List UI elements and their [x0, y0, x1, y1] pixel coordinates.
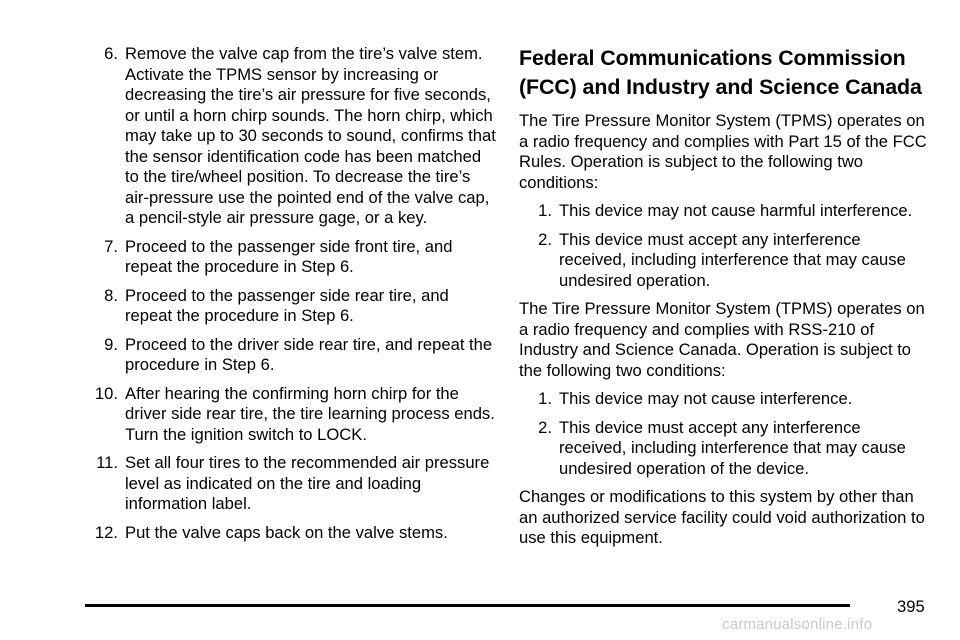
step-text: Remove the valve cap from the tire’s valve stem. Activate the TPMS sensor by increasing or decreasing the tire’s air pressure for five seconds, or until a horn chirp sounds. The horn chirp, which may take up to 30 seconds to sound, confirms that the sensor identification code has been matched to the tire/wheel position. To decrease the tire’s air-pressure use the pointed end of the valve cap, a pencil-style air pressure gage, or a key. — [125, 44, 496, 227]
step-number: 9. — [104, 334, 118, 354]
step-12 — [76, 523, 496, 544]
step-number: 10. — [94, 383, 118, 403]
step-number: 6. — [104, 44, 118, 63]
condition-number: 2. — [538, 417, 552, 437]
footer-rule — [85, 604, 850, 607]
step-number: 12. — [94, 522, 118, 542]
paragraph-canada: The Tire Pressure Monitor System (TPMS) operates on a radio frequency and complies with RSS-210 of Industry and Science Canada. Operation is subject to the following two conditions: — [519, 299, 925, 380]
section-heading: Federal Communications Commission (FCC) and Industry and Science Canada — [519, 46, 922, 99]
page-number: 395 — [897, 597, 925, 616]
step-text: Put the valve caps back on the valve stems. — [125, 522, 448, 542]
step-10 — [76, 384, 496, 446]
condition-text: This device must accept any interference received, including interference that may cause undesired operation. — [559, 229, 906, 290]
step-text: Proceed to the driver side rear tire, and repeat the procedure in Step 6. — [125, 334, 493, 374]
step-9 — [76, 335, 496, 376]
step-number: 11. — [96, 453, 118, 472]
paragraph-fcc: The Tire Pressure Monitor System (TPMS) operates on a radio frequency and complies with Part 15 of the FCC Rules. Operation is subject to the following two conditions: — [519, 111, 927, 192]
canada-condition-2 — [519, 418, 929, 480]
condition-text: This device must accept any interference received, including interference that may cause undesired operation of the device. — [559, 417, 906, 478]
step-number: 8. — [104, 285, 118, 305]
paragraph-modifications: Changes or modifications to this system by other than an authorized service facility could void authorization to use this equipment. — [519, 487, 925, 547]
condition-number: 1. — [538, 201, 552, 220]
step-number: 7. — [104, 236, 118, 256]
canada-condition-1 — [519, 389, 929, 410]
step-text: Set all four tires to the recommended air pressure level as indicated on the tire and loading information label. — [125, 453, 490, 513]
step-text: Proceed to the passenger side rear tire, and repeat the procedure in Step 6. — [125, 285, 449, 325]
fcc-condition-2 — [519, 230, 929, 292]
watermark: carmanualsonline.info — [722, 616, 873, 633]
step-text: After hearing the confirming horn chirp for the driver side rear tire, the tire learning process ends. Turn the ignition switch to LOCK. — [125, 383, 495, 444]
condition-number: 1. — [538, 389, 552, 408]
condition-number: 2. — [538, 229, 552, 249]
right-column — [519, 44, 929, 557]
fcc-condition-1 — [519, 201, 929, 222]
step-8 — [76, 286, 496, 327]
left-column — [76, 44, 496, 551]
step-7 — [76, 237, 496, 278]
condition-text: This device may not cause harmful interference. — [559, 201, 913, 220]
condition-text: This device may not cause interference. — [559, 389, 853, 408]
step-11 — [76, 453, 496, 515]
step-6 — [76, 44, 496, 229]
step-text: Proceed to the passenger side front tire, and repeat the procedure in Step 6. — [125, 236, 453, 276]
